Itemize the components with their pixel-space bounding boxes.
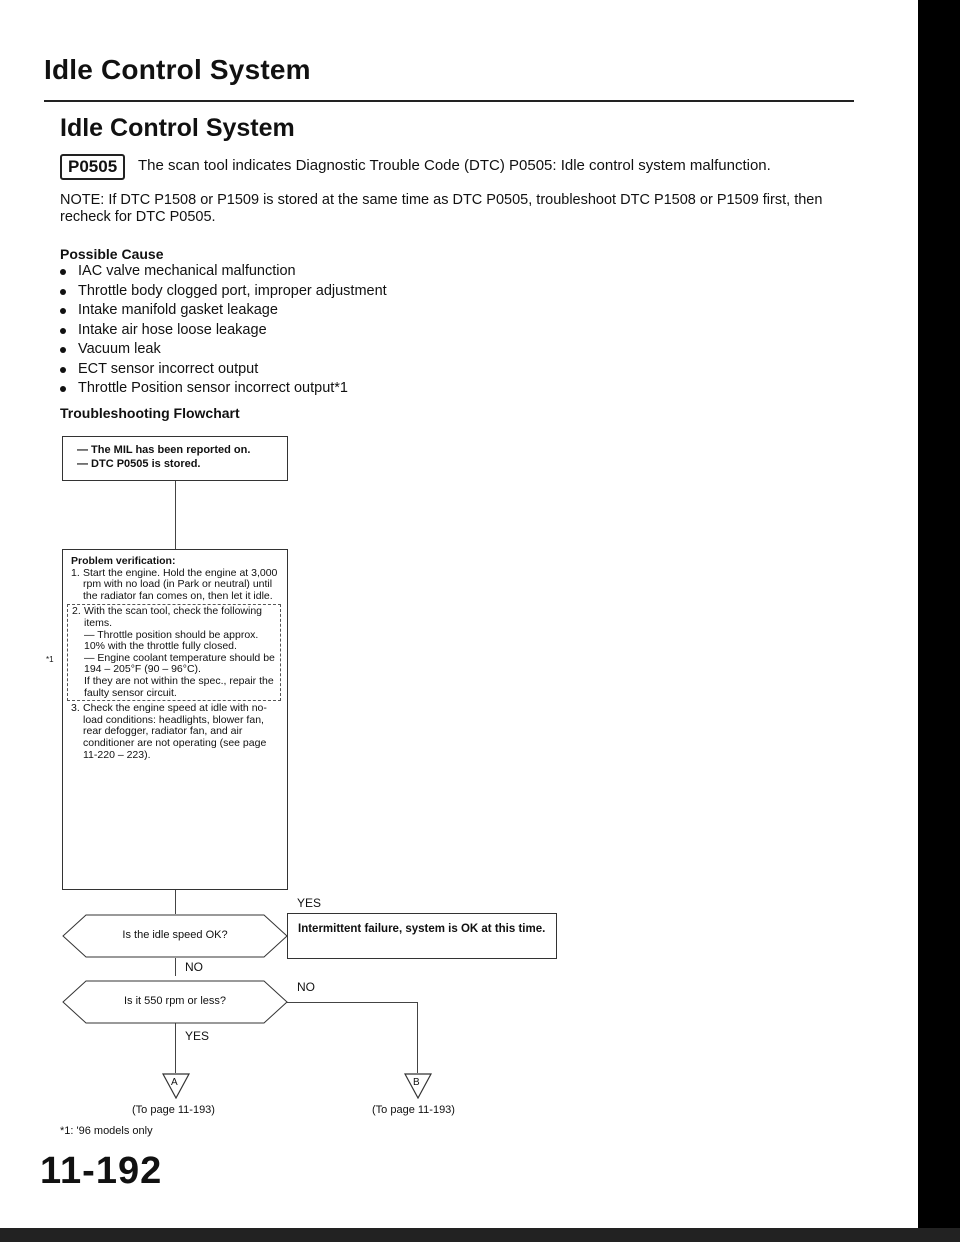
- verification-step-3: 3. Check the engine speed at idle with no-load conditions: headlights, blower fan, rear defogger, radiator fan, and air conditioner are not operating (see page 11-220 – 223).: [71, 703, 281, 761]
- decision-2-text: Is it 550 rpm or less?: [123, 995, 227, 1007]
- cause-item: Vacuum leak: [60, 340, 387, 360]
- cause-item: IAC valve mechanical malfunction: [60, 262, 387, 282]
- page-edge-bar: [918, 0, 960, 1242]
- decision-1-yes-label: YES: [297, 896, 322, 910]
- flowchart-title: Troubleshooting Flowchart: [60, 405, 240, 421]
- verification-step-2: 2. With the scan tool, check the following items.: [72, 606, 276, 629]
- cause-item: Throttle Position sensor incorrect output*1: [60, 379, 387, 399]
- flow-connector: [175, 890, 176, 914]
- connector-b-label: B: [413, 1077, 420, 1088]
- cause-item: Intake air hose loose leakage: [60, 321, 387, 341]
- page-number: 11-192: [40, 1150, 163, 1192]
- page-reference-b: (To page 11-193): [372, 1104, 455, 1116]
- step-text: Check the engine speed at idle with no-load conditions: headlights, blower fan, rear defogger, radiator fan, and air conditioner are not operating (see page 11-220 – 223).: [83, 702, 267, 761]
- decision-1-text: Is the idle speed OK?: [122, 929, 228, 941]
- note-text: NOTE: If DTC P1508 or P1509 is stored at the same time as DTC P0505, troubleshoot DTC P1508 or P1509 first, then recheck for DTC P0505.: [60, 192, 823, 225]
- step-marker: *1: [46, 655, 54, 664]
- flow-connector: [417, 1002, 418, 1073]
- decision-2-no-label: NO: [297, 980, 315, 994]
- step-2-sub-item: — Throttle position should be approx. 10% with the throttle fully closed.: [84, 628, 259, 653]
- verification-heading: Problem verification:: [71, 555, 176, 567]
- flow-connector: [287, 1002, 417, 1003]
- cause-item: ECT sensor incorrect output: [60, 360, 387, 380]
- cause-item: Throttle body clogged port, improper adjustment: [60, 282, 387, 302]
- verification-box: [62, 549, 288, 890]
- start-condition-box: [62, 436, 288, 481]
- result-box: Intermittent failure, system is OK at this time.: [287, 913, 557, 959]
- bottom-bar: [0, 1228, 960, 1242]
- subsection-title: Idle Control System: [60, 114, 295, 142]
- possible-cause-title: Possible Cause: [60, 246, 164, 262]
- verification-step-1: 1. Start the engine. Hold the engine at 3,000 rpm with no load (in Park or neutral) until the radiator fan comes on, then let it idle.: [71, 568, 281, 603]
- dtc-description: The scan tool indicates Diagnostic Trouble Code (DTC) P0505: Idle control system malfunction.: [138, 157, 771, 174]
- marked-step-group: [67, 604, 281, 701]
- footnote: *1: '96 models only: [60, 1125, 153, 1137]
- start-condition-line: — DTC P0505 is stored.: [77, 458, 201, 470]
- start-condition-line: — The MIL has been reported on.: [77, 444, 251, 456]
- section-title: Idle Control System: [44, 54, 311, 85]
- flow-connector: [175, 958, 176, 976]
- page-reference-a: (To page 11-193): [132, 1104, 215, 1116]
- step-text: With the scan tool, check the following items.: [84, 605, 263, 629]
- title-rule: [44, 100, 854, 102]
- flow-connector: [175, 481, 176, 549]
- decision-1-no-label: NO: [185, 960, 203, 974]
- step-text: Start the engine. Hold the engine at 3,000 rpm with no load (in Park or neutral) until the radiator fan comes on, then let it idle.: [83, 566, 278, 602]
- decision-2-yes-label: YES: [185, 1029, 210, 1043]
- step-2-note: If they are not within the spec., repair the faulty sensor circuit.: [84, 674, 274, 699]
- dtc-code-badge: P0505: [60, 154, 125, 180]
- step-2-sub-item: — Engine coolant temperature should be 194 – 205°F (90 – 96°C).: [84, 651, 275, 676]
- connector-a-label: A: [171, 1077, 178, 1088]
- cause-item: Intake manifold gasket leakage: [60, 301, 387, 321]
- possible-cause-list: [60, 262, 387, 399]
